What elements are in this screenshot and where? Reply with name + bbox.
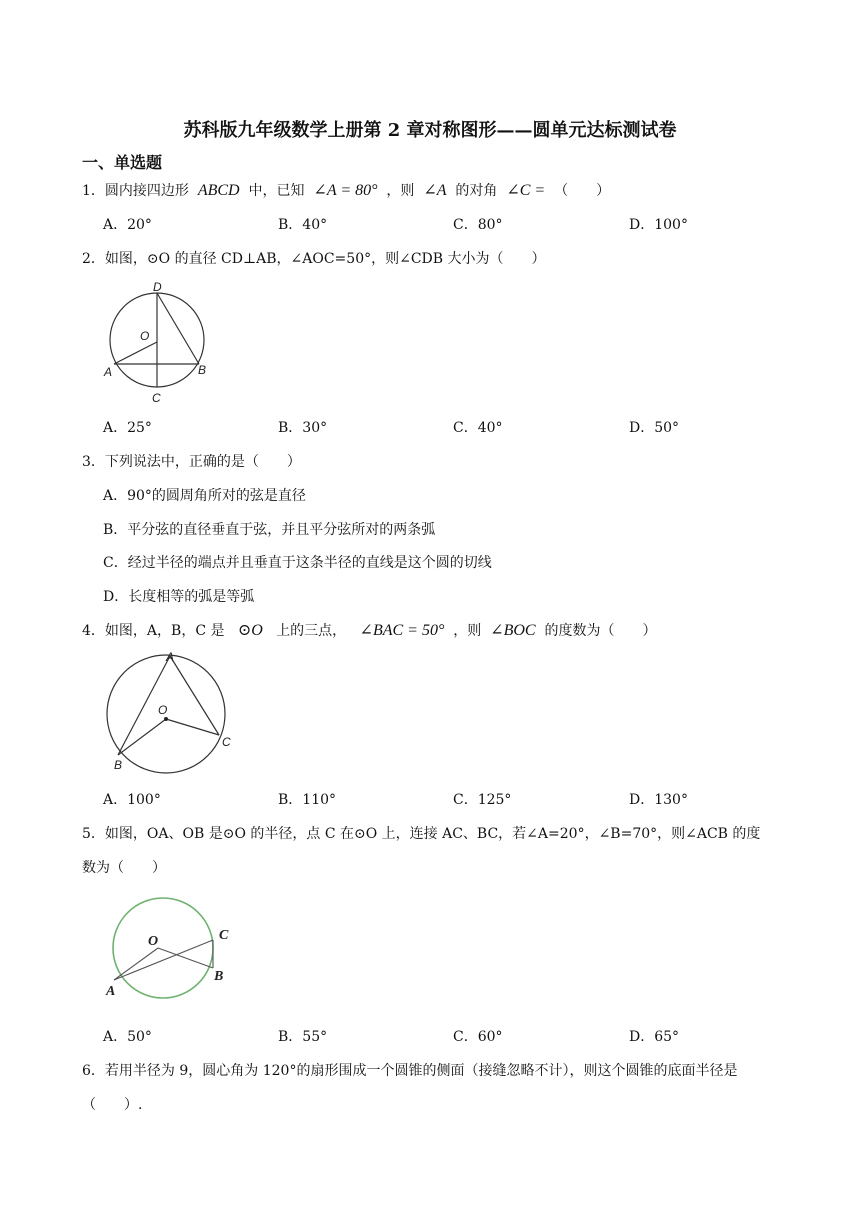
- question-number: 4．: [82, 623, 105, 639]
- question-number: 6．: [82, 1063, 105, 1079]
- q4-text-part: ，则: [453, 623, 482, 639]
- radius-oa: [114, 948, 158, 980]
- circle-o: [113, 898, 213, 998]
- label-o: O: [148, 934, 159, 949]
- q4-option-a[interactable]: A．100°: [103, 792, 161, 808]
- q2-option-a[interactable]: A．25°: [103, 420, 152, 436]
- q1-math-angle: ∠A: [423, 182, 447, 199]
- q1-text-part: 中，已知: [248, 183, 305, 199]
- q5-option-c[interactable]: C．60°: [453, 1029, 503, 1045]
- q1-text-part: 的对角: [455, 183, 498, 199]
- page-title: 苏科版九年级数学上册第 2 章对称图形——圆单元达标测试卷: [183, 120, 677, 141]
- radius-oa: [114, 342, 157, 364]
- question-3: [82, 451, 301, 471]
- segment-ac: [170, 656, 219, 735]
- q6-text-line2: （ ）.: [82, 1097, 143, 1113]
- q1-option-b[interactable]: B．40°: [278, 217, 328, 233]
- q3-text: 下列说法中，正确的是（ ）: [104, 454, 301, 470]
- q3-option-a[interactable]: A．90°的圆周角所对的弦是直径: [103, 488, 306, 504]
- question-1: [82, 180, 610, 200]
- q2-figure: [100, 278, 220, 408]
- segment-ac: [114, 940, 213, 980]
- q1-text-part: 圆内接四边形: [104, 183, 189, 199]
- q6-text-line1: 若用半径为 9，圆心角为 120°的扇形围成一个圆锥的侧面（接缝忽略不计），则这个圆锥的底面半径是: [104, 1063, 738, 1079]
- q3-option-b[interactable]: B．平分弦的直径垂直于弦，并且平分弦所对的两条弧: [103, 522, 436, 538]
- q1-option-a[interactable]: A．20°: [103, 217, 152, 233]
- q2-text: 如图，⊙O 的直径 CD⊥AB，∠AOC=50°，则∠CDB 大小为（ ）: [104, 251, 546, 267]
- label-b: B: [198, 363, 207, 377]
- q4-option-c[interactable]: C．125°: [453, 792, 512, 808]
- question-number: 1．: [82, 183, 105, 199]
- q4-math-angle-boc: ∠BOC: [490, 622, 536, 639]
- label-c: C: [219, 928, 229, 943]
- q2-option-c[interactable]: C．40°: [453, 420, 503, 436]
- q1-math-abcd: ABCD: [197, 182, 240, 199]
- label-o: O: [140, 329, 150, 343]
- section-heading: 一、单选题: [82, 153, 163, 172]
- label-d: D: [153, 280, 162, 294]
- q1-option-d[interactable]: D．100°: [629, 217, 688, 233]
- q1-text-part: ，则: [386, 183, 415, 199]
- label-a: A: [104, 365, 113, 379]
- question-number: 5．: [82, 826, 105, 842]
- q4-math-angle-bac: ∠BAC = 50°: [359, 622, 445, 639]
- question-5: [82, 823, 760, 843]
- label-c: C: [152, 391, 161, 405]
- question-4: [82, 620, 656, 640]
- question-number: 2．: [82, 251, 105, 267]
- q3-option-c[interactable]: C．经过半径的端点并且垂直于这条半径的直线是这个圆的切线: [103, 555, 492, 571]
- q5-text-line2: 数为（ ）: [82, 860, 166, 876]
- q2-option-d[interactable]: D．50°: [629, 420, 680, 436]
- label-a: A: [106, 984, 116, 999]
- question-6: [82, 1060, 737, 1080]
- q5-figure: [100, 898, 250, 1008]
- q3-option-d[interactable]: D．长度相等的弧是等弧: [103, 589, 255, 605]
- q1-text-part: （ ）: [554, 183, 611, 199]
- label-a: A: [166, 650, 175, 664]
- q4-text-part: 如图，A，B，C 是: [104, 623, 225, 639]
- q1-math-angle-c: ∠C =: [506, 182, 546, 199]
- q5-text-line1: 如图，OA、OB 是⊙O 的半径，点 C 在⊙O 上，连接 AC、BC，若∠A=20°，∠B=70°，则∠ACB 的度: [104, 826, 761, 842]
- label-c: C: [222, 735, 231, 749]
- center-dot: [164, 717, 168, 721]
- radius-ob: [118, 719, 166, 755]
- q5-option-a[interactable]: A．50°: [103, 1029, 152, 1045]
- label-b: B: [114, 758, 123, 772]
- q4-text-part: 上的三点，: [276, 623, 347, 639]
- q1-option-c[interactable]: C．80°: [453, 217, 503, 233]
- segment-db: [157, 293, 199, 364]
- q5-option-b[interactable]: B．55°: [278, 1029, 328, 1045]
- q4-math-circle-o: ⊙O: [237, 622, 263, 639]
- question-2: [82, 248, 546, 268]
- label-o: O: [158, 703, 168, 717]
- label-b: B: [214, 969, 224, 984]
- question-number: 3．: [82, 454, 105, 470]
- q5-option-d[interactable]: D．65°: [629, 1029, 680, 1045]
- q4-figure: [100, 648, 250, 778]
- q4-text-part: 的度数为（ ）: [544, 623, 657, 639]
- q4-option-d[interactable]: D．130°: [629, 792, 688, 808]
- q1-math-angle-a: ∠A = 80°: [313, 182, 378, 199]
- q2-option-b[interactable]: B．30°: [278, 420, 328, 436]
- q4-option-b[interactable]: B．110°: [278, 792, 337, 808]
